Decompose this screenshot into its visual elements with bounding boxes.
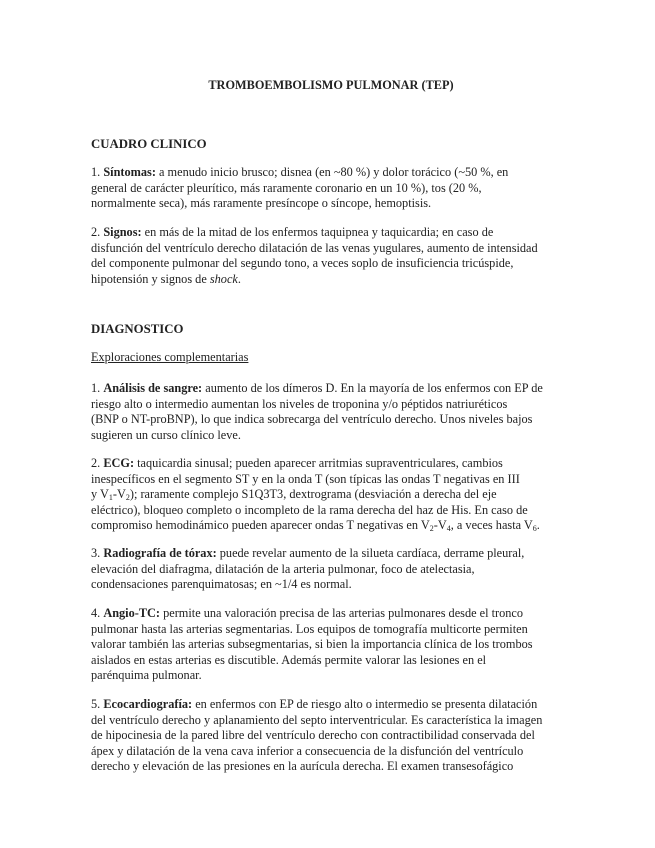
text-line: pulmonar hasta las arterias segmentarias. Los equipos de tomografía multicorte permiten [91,621,528,636]
item-number: 3. [91,546,101,560]
item-label: Síntomas: [103,165,156,179]
text-end: . [237,271,241,286]
text-line: en enfermos con EP de riesgo alto o intermedio se presenta dilatación [195,697,538,711]
paragraph-angio-tc [91,606,571,684]
text-line: sugieren un curso clínico leve. [91,427,241,442]
text-line: hipotensión y signos de [91,271,207,286]
text-line: aumento de los dímeros D. En la mayoría de los enfermos con EP de [205,381,543,395]
text-line: permite una valoración precisa de las arterias pulmonares desde el tronco [163,606,523,620]
text-line: en más de la mitad de los enfermos taquipnea y taquicardia; en caso de [144,225,494,239]
text-fragment: -V [433,518,447,532]
item-number: 1. [91,381,101,395]
text-line: disfunción del ventrículo derecho dilatación de las venas yugulares, aumento de intensidad [91,240,538,255]
item-label: Angio-TC: [103,606,161,620]
text-line: elevación del diafragma, dilatación de la arteria pulmonar, foco de atelectasia, [91,561,475,576]
text-line: a menudo inicio brusco; disnea (en ~80 %) y dolor torácico (~50 %, en [159,165,509,179]
text-fragment: -V [112,487,126,501]
text-line: ápex y dilatación de la vena cava inferior a consecuencia de la disfunción del ventrículo [91,743,524,758]
paragraph-radiografia [91,546,571,593]
text-line: riesgo alto o intermedio aumentan los niveles de troponina y/o péptidos natriuréticos [91,396,508,411]
paragraph-signos [91,225,571,287]
item-number: 4. [91,606,101,620]
text-line: puede revelar aumento de la silueta cardíaca, derrame pleural, [219,546,525,560]
section-heading-diagnostico: DIAGNOSTICO [91,322,184,336]
text-fragment: ); raramente complejo S1Q3T3, dextrograma (desviación a derecha del eje [129,487,497,501]
item-label: Radiografía de tórax: [103,546,217,560]
text-line: general de carácter pleurítico, más raramente coronario en un 10 %), tos (20 %, [91,180,482,195]
subscript: 4 [446,524,451,533]
text-fragment: , a veces hasta V [450,518,533,532]
item-number: 1. [91,165,101,179]
subheading-exploraciones: Exploraciones complementarias [91,350,249,364]
text-fragment: compromiso hemodinámico pueden aparecer ondas T negativas en V [91,518,430,532]
text-line: aislados en estas arterias es discutible. Además permite valorar las lesiones en el [91,652,487,667]
item-number: 2. [91,225,101,239]
text-line: eléctrico), bloqueo completo o incompleto de la rama derecha del haz de His. En caso de [91,502,528,517]
paragraph-sintomas [91,165,571,212]
item-label: Ecocardiografía: [103,697,193,711]
text-line: del ventrículo derecho y aplanamiento del septo interventricular. Es característica la imagen [91,712,543,727]
item-number: 2. [91,456,101,470]
section-heading-cuadro-clinico: CUADRO CLINICO [91,137,207,151]
italic-term: shock [209,271,238,286]
text-line: parénquima pulmonar. [91,668,202,682]
item-number: 5. [91,697,101,711]
text-fragment: y V [91,487,109,501]
paragraph-ecocardiografia [91,697,571,775]
text-line: inespecíficos en el segmento ST y en la onda T (son típicas las ondas T negativas en III [91,471,520,486]
text-line: taquicardia sinusal; pueden aparecer arritmias supraventriculares, cambios [137,456,503,470]
subscript: 6 [532,524,537,533]
paragraph-ecg [91,456,571,534]
text-line: derecho y elevación de las presiones en la aurícula derecha. El examen transesofágico [91,759,514,773]
document-title: TROMBOEMBOLISMO PULMONAR (TEP) [208,78,454,92]
text-line: condensaciones parenquimatosas; en ~1/4 es normal. [91,577,352,591]
text-fragment: . [536,518,540,532]
text-line: (BNP o NT-proBNP), lo que indica sobrecarga del ventrículo derecho. Unos niveles bajos [91,412,533,426]
text-line: de hipocinesia de la pared libre del ventrículo derecho con contractibilidad conservada del [91,728,535,742]
item-label: Signos: [103,225,142,239]
paragraph-analisis-sangre [91,381,571,443]
subscript: 2 [125,493,130,502]
item-label: ECG: [103,456,135,470]
item-label: Análisis de sangre: [103,381,203,395]
text-line: del componente pulmonar del segundo tono, a veces soplo de insuficiencia tricúspide, [91,256,514,270]
subscript: 2 [429,524,434,533]
subscript: 1 [108,493,113,502]
text-line: valorar también las arterias subsegmentarias, si bien la importancia clínica de los trombos [91,637,533,651]
text-line: normalmente seca), más raramente presíncope o síncope, hemoptisis. [91,196,432,210]
